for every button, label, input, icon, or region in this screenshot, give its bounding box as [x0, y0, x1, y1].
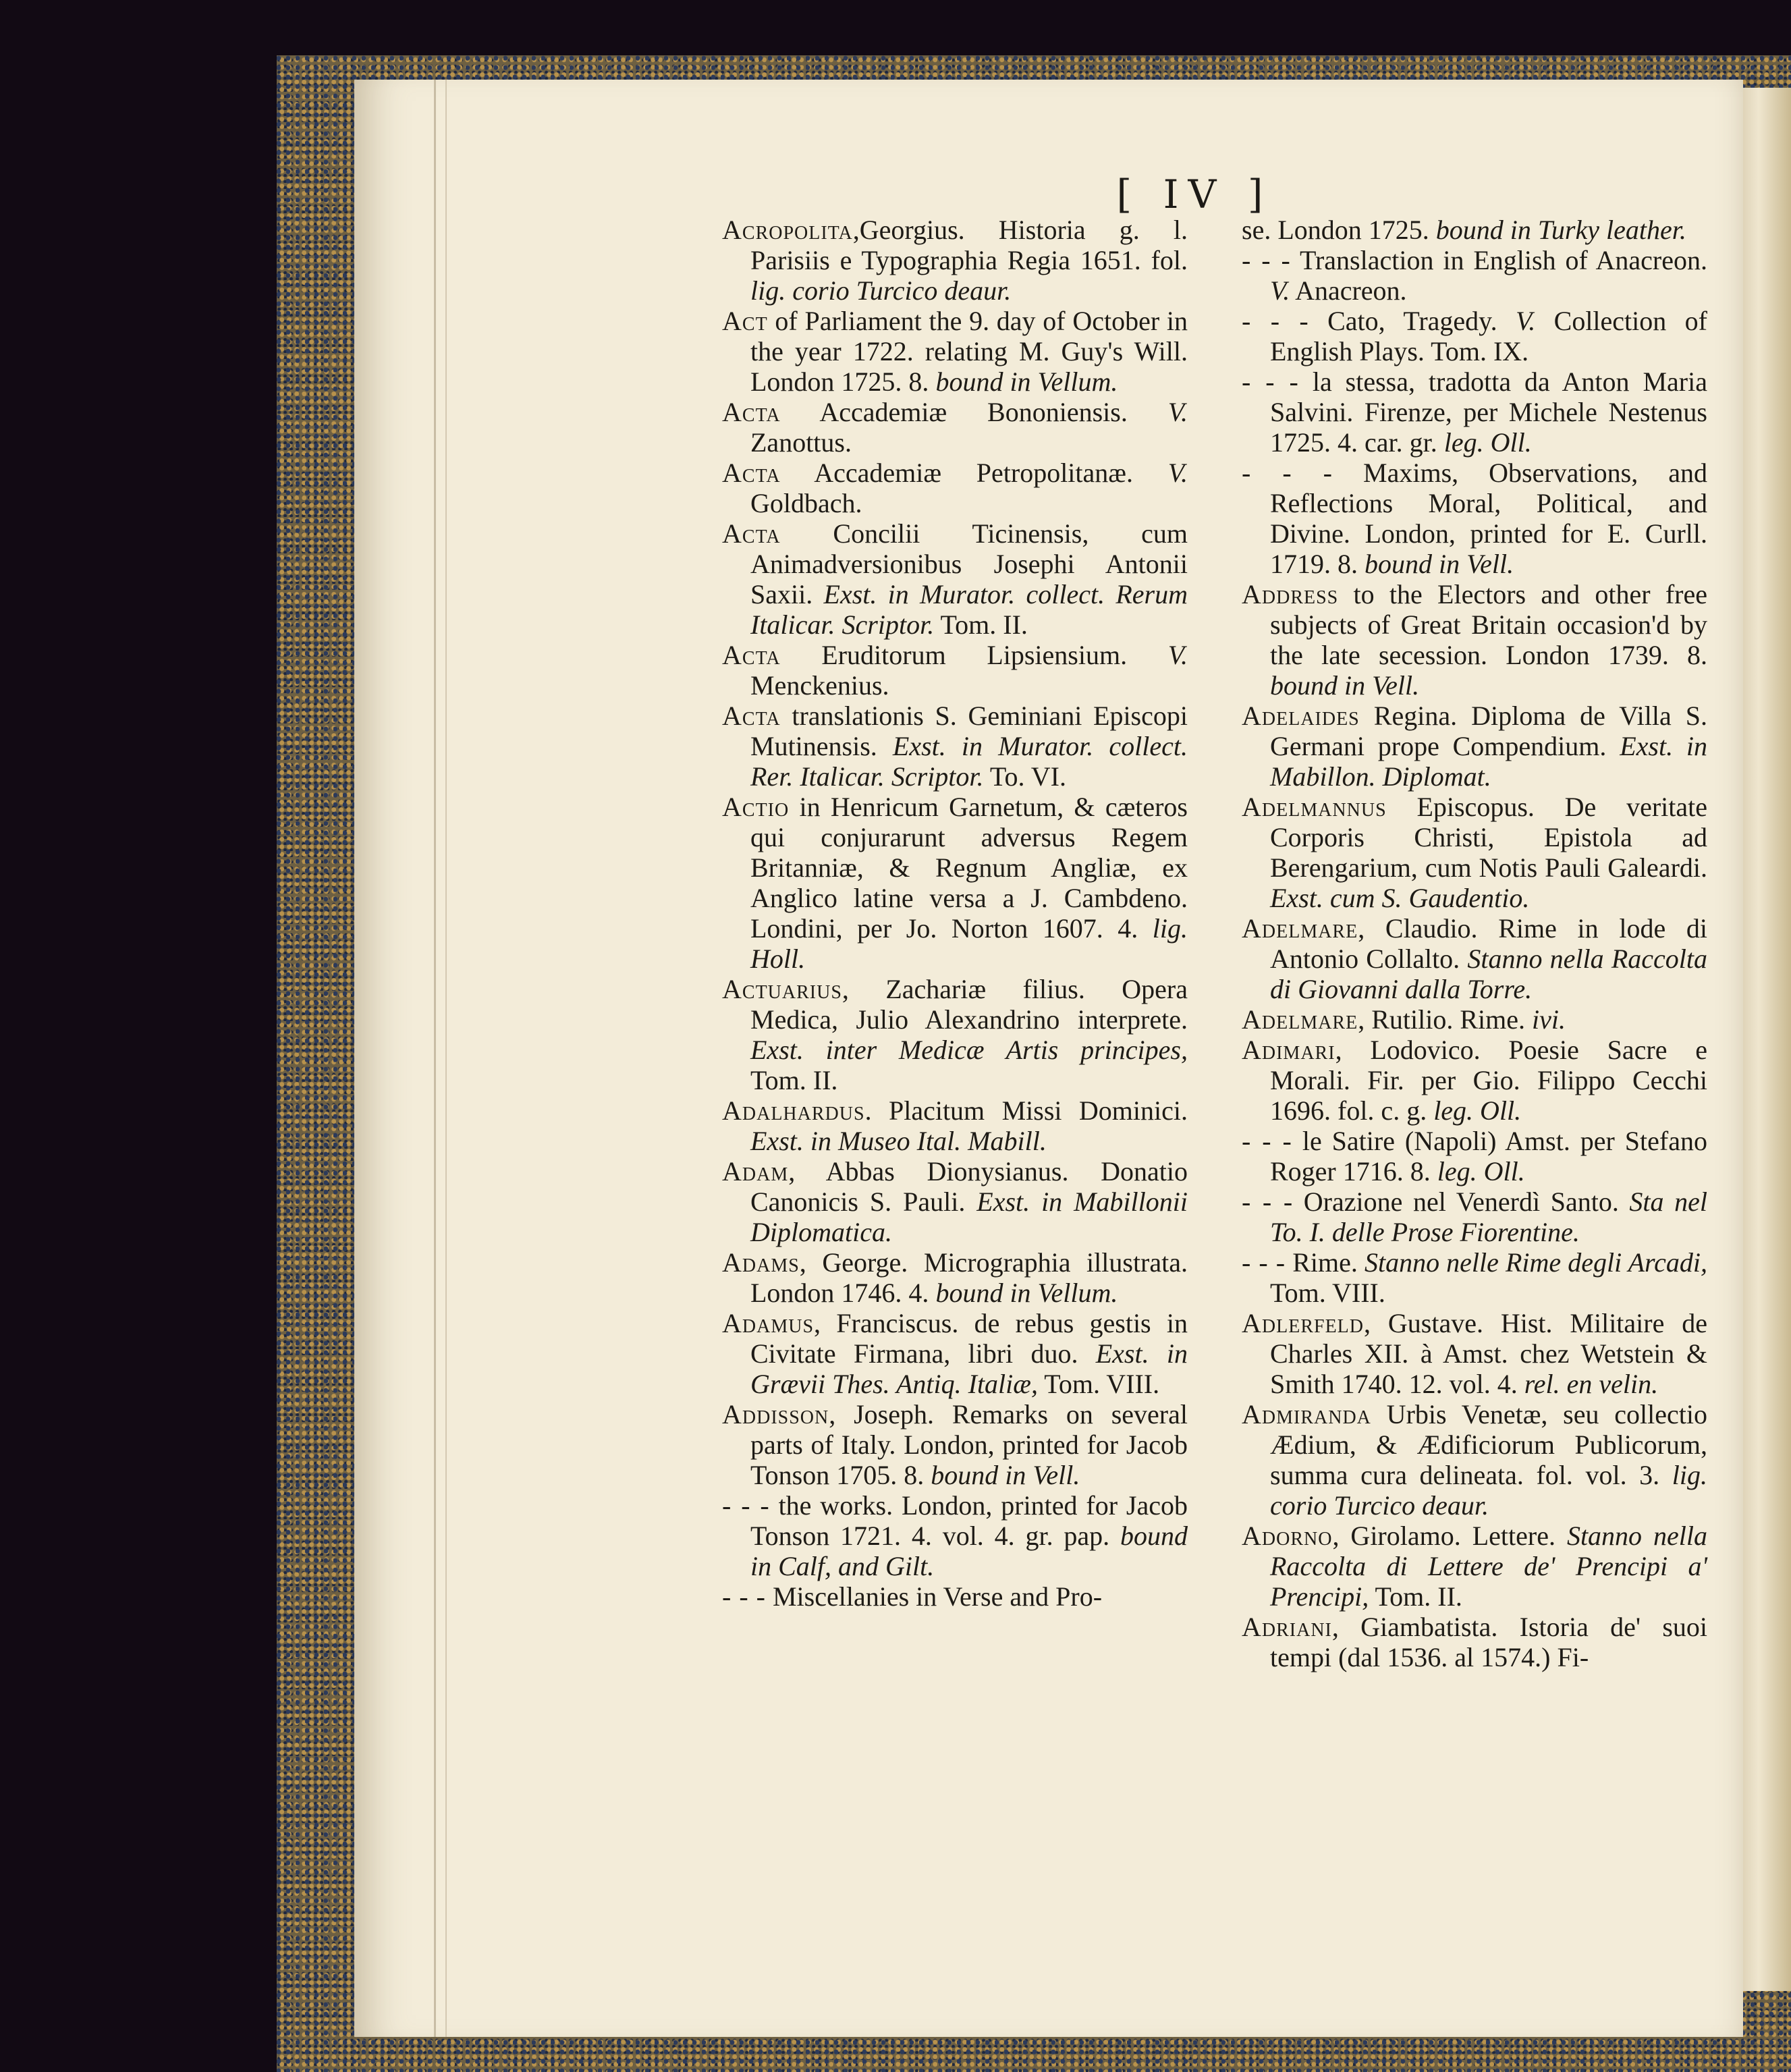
entry-note: Stanno nella Raccolta di Lettere de' Prencipi a' Prencipi, — [1270, 1521, 1708, 1612]
entry-tail: Menckenius. — [750, 670, 889, 701]
entry-text: , Claudio. Rime in lode di Antonio Collalto. — [1270, 913, 1707, 974]
entry-heading: Adams — [722, 1247, 800, 1278]
entry-heading: Adriani — [1242, 1612, 1332, 1642]
entry-text: se. London 1725. — [1242, 215, 1436, 245]
entry-heading: - - - — [722, 1581, 766, 1612]
catalog-entry — [722, 1581, 1188, 1612]
entry-text: . Placitum Missi Dominici. — [864, 1095, 1188, 1126]
entry-note: Exst. in Mabillon. Diplomat. — [1270, 731, 1707, 792]
entry-heading: Adelmannus — [1242, 792, 1387, 822]
entry-note: V. — [1167, 640, 1188, 670]
entry-text: , Abbas Dionysianus. Donatio Canonicis S. Pauli. — [750, 1156, 1188, 1217]
entry-heading: Acta — [722, 518, 781, 549]
catalog-entry — [722, 397, 1188, 458]
entry-heading: Adalhardus — [722, 1095, 865, 1126]
entry-text: of Parliament the 9. day of October in the year 1722. relating M. Guy's Will. London 1725. 8. — [750, 306, 1188, 397]
entry-heading: Acta — [722, 701, 781, 731]
entry-text: , Zachariæ filius. Opera Medica, Julio Alexandrino interprete. — [750, 974, 1188, 1035]
catalog-entry — [722, 518, 1188, 640]
entry-text: la stessa, tradotta da Anton Maria Salvini. Firenze, per Michele Nestenus 1725. 4. car. gr. — [1270, 366, 1707, 458]
entry-heading: Addisson — [722, 1399, 829, 1429]
entry-note: leg. Oll. — [1443, 427, 1532, 458]
entry-text: translationis S. Geminiani Episcopi Mutinensis. — [750, 701, 1188, 761]
entry-heading: Address — [1242, 579, 1339, 609]
catalog-entry — [722, 1095, 1188, 1156]
entry-tail: Tom. II. — [750, 1065, 838, 1095]
entry-text: , Lodovico. Poesie Sacre e Morali. Fir. per Gio. Filippo Cecchi 1696. fol. c. g. — [1270, 1035, 1707, 1126]
entry-heading: - - - — [1242, 245, 1291, 275]
entry-text: Eruditorum Lipsiensium. — [780, 640, 1168, 670]
page-edges — [1737, 88, 1791, 1991]
entry-heading: - - - — [1242, 458, 1333, 488]
entry-heading: - - - — [1242, 1126, 1292, 1156]
entry-note: Exst. in Grævii Thes. Antiq. Italiæ, — [750, 1338, 1188, 1399]
entry-note: Exst. cum S. Gaudentio. — [1270, 883, 1530, 913]
catalog-entry — [1242, 1308, 1707, 1399]
catalog-entry — [722, 1399, 1188, 1490]
catalog-entry — [1242, 913, 1707, 1004]
entry-note: bound in Vell. — [1365, 549, 1514, 579]
entry-text: Concilii Ticinensis, cum Animadversionibus Josephi Antonii Saxii. — [750, 518, 1188, 609]
entry-text: Episcopus. De veritate Corporis Christi, Epistola ad Berengarium, cum Notis Pauli Galeardi. — [1270, 792, 1707, 883]
catalog-entry — [1242, 366, 1707, 458]
catalog-entry — [722, 306, 1188, 397]
catalog-entry — [1242, 1247, 1707, 1308]
entry-tail: Collection of English Plays. Tom. IX. — [1270, 306, 1707, 366]
entry-text: , Franciscus. de rebus gestis in Civitate Firmana, libri duo. — [750, 1308, 1188, 1369]
catalog-entry — [1242, 245, 1707, 306]
entry-note: Exst. inter Medicæ Artis principes, — [750, 1035, 1188, 1065]
entry-tail: Anacreon. — [1290, 275, 1407, 306]
left-column — [722, 215, 1188, 1612]
catalog-entry — [722, 1308, 1188, 1399]
catalog-entry — [1242, 1399, 1707, 1521]
entry-heading: Actuarius — [722, 974, 842, 1004]
entry-text: , Rutilio. Rime. — [1358, 1004, 1533, 1035]
entry-heading: - - - — [1242, 1247, 1286, 1278]
entry-heading: - - - — [1242, 1187, 1294, 1217]
entry-text: Miscellanies in Verse and Pro- — [765, 1581, 1103, 1612]
catalog-entry — [722, 1247, 1188, 1308]
entry-text: Urbis Venetæ, seu collectio Ædium, & Ædificiorum Publicorum, summa cura delineata. fol. vol. 3. — [1270, 1399, 1707, 1490]
entry-heading: - - - — [1242, 366, 1299, 397]
entry-text: the works. London, printed for Jacob Tonson 1721. 4. vol. 4. gr. pap. — [750, 1490, 1188, 1551]
entry-text: le Satire (Napoli) Amst. per Stefano Roger 1716. 8. — [1270, 1126, 1707, 1187]
entry-text: ,Georgius. Historia g. l. Parisiis e Typographia Regia 1651. fol. — [750, 215, 1188, 275]
entry-heading: Acropolita — [722, 215, 853, 245]
entry-heading: Adelmare — [1242, 1004, 1358, 1035]
entry-note: Exst. in Murator. collect. Rerum Italicar. Scriptor. — [750, 579, 1188, 640]
entry-note: Exst. in Murator. collect. Rer. Italicar. Scriptor. — [750, 731, 1188, 792]
entry-text: , Giambatista. Istoria de' suoi tempi (dal 1536. al 1574.) Fi- — [1270, 1612, 1707, 1672]
entry-note: leg. Oll. — [1433, 1095, 1522, 1126]
catalog-entry — [1242, 1004, 1707, 1035]
entry-tail: Tom. II. — [934, 609, 1028, 640]
entry-text: to the Electors and other free subjects of Great Britain occasion'd by the late secession. London 1739. 8. — [1270, 579, 1707, 670]
entry-heading: Admiranda — [1242, 1399, 1371, 1429]
entry-note: Exst. in Mabillonii Diplomatica. — [750, 1187, 1188, 1247]
catalog-entry — [1242, 1187, 1707, 1247]
entry-note: Stanno nella Raccolta di Giovanni dalla Torre. — [1270, 944, 1708, 1004]
entry-text: Maxims, Observations, and Reflections Moral, Political, and Divine. London, printed for E. Curll. 1719. 8. — [1270, 458, 1707, 579]
entry-tail: Zanottus. — [750, 427, 852, 458]
entry-note: lig. corio Turcico deaur. — [750, 275, 1012, 306]
entry-tail: To. VI. — [983, 761, 1066, 792]
entry-heading: Adimari — [1242, 1035, 1335, 1065]
entry-text: , Gustave. Hist. Militaire de Charles XII. à Amst. chez Wetstein & Smith 1740. 12. vol. 4. — [1270, 1308, 1707, 1399]
catalog-entry — [722, 701, 1188, 792]
entry-note: Sta nel To. I. delle Prose Fiorentine. — [1270, 1187, 1708, 1247]
entry-text: Accademiæ Petropolitanæ. — [780, 458, 1168, 488]
entry-note: rel. en velin. — [1524, 1369, 1659, 1399]
entry-text: , Girolamo. Lettere. — [1332, 1521, 1567, 1551]
entry-text: in Henricum Garnetum, & cæteros qui conjurarunt adversus Regem Britanniæ, & Regnum Angliæ, ex Anglico latine versa a J. Cambdeno. Londini, per Jo. Norton 1607. 4. — [750, 792, 1188, 944]
catalog-entry — [722, 215, 1188, 306]
entry-text: , Joseph. Remarks on several parts of Italy. London, printed for Jacob Tonson 1705. 8. — [750, 1399, 1188, 1490]
catalog-entry — [1242, 1035, 1707, 1126]
entry-heading: - - - — [722, 1490, 770, 1521]
entry-note: ivi. — [1532, 1004, 1566, 1035]
entry-heading: Adelaides — [1242, 701, 1360, 731]
entry-text: Translaction in English of Anacreon. — [1290, 245, 1707, 275]
catalog-entry — [722, 458, 1188, 518]
entry-note: lig. Holl. — [750, 913, 1188, 974]
entry-heading: Act — [722, 306, 768, 336]
catalog-entry — [1242, 1521, 1707, 1612]
entry-heading: Acta — [722, 640, 781, 670]
catalog-entry — [1242, 579, 1707, 701]
entry-note: bound in Vell. — [1270, 670, 1420, 701]
catalog-entry — [1242, 306, 1707, 366]
entry-note: bound in Vellum. — [935, 366, 1118, 397]
entry-heading: Adorno — [1242, 1521, 1333, 1551]
entry-tail: Tom. II. — [1369, 1581, 1462, 1612]
entry-text: Regina. Diploma de Villa S. Germani prope Compendium. — [1270, 701, 1707, 761]
entry-tail: Tom. VIII. — [1270, 1278, 1385, 1308]
entry-heading: Acta — [722, 397, 781, 427]
entry-heading: Adamus — [722, 1308, 815, 1338]
entry-note: bound in Vell. — [931, 1460, 1080, 1490]
catalog-entry — [1242, 1126, 1707, 1187]
entry-heading: - - - — [1242, 306, 1309, 336]
entry-text: Accademiæ Bononiensis. — [780, 397, 1168, 427]
catalog-entry — [1242, 215, 1707, 245]
catalog-entry — [722, 640, 1188, 701]
catalog-entry — [722, 974, 1188, 1095]
entry-note: V. — [1167, 397, 1188, 427]
entry-note: bound in Turky leather. — [1435, 215, 1686, 245]
catalog-entry — [1242, 701, 1707, 792]
page-number: [ IV ] — [1116, 171, 1273, 217]
entry-heading: Adlerfeld — [1242, 1308, 1364, 1338]
entry-note: V. — [1515, 306, 1536, 336]
entry-heading: Adam — [722, 1156, 789, 1187]
catalog-entry — [722, 1156, 1188, 1247]
entry-note: lig. corio Turcico deaur. — [1270, 1460, 1707, 1521]
entry-note: bound in Calf, and Gilt. — [750, 1521, 1188, 1581]
entry-note: leg. Oll. — [1437, 1156, 1525, 1187]
catalog-entry — [722, 1490, 1188, 1581]
entry-note: bound in Vellum. — [935, 1278, 1118, 1308]
entry-tail: Goldbach. — [750, 488, 862, 518]
entry-heading: Adelmare — [1242, 913, 1358, 944]
gutter-rule — [434, 80, 436, 2037]
entry-heading: Actio — [722, 792, 790, 822]
entry-note: V. — [1270, 275, 1290, 306]
entry-note: Exst. in Museo Ital. Mabill. — [750, 1126, 1047, 1156]
entry-text: Cato, Tragedy. — [1308, 306, 1516, 336]
entry-text: Rime. — [1286, 1247, 1365, 1278]
catalog-entry — [1242, 1612, 1707, 1672]
entry-note: V. — [1167, 458, 1188, 488]
catalog-entry — [1242, 458, 1707, 579]
entry-tail: Tom. VIII. — [1037, 1369, 1160, 1399]
entry-text: , George. Micrographia illustrata. London 1746. 4. — [750, 1247, 1188, 1308]
entry-note: Stanno nelle Rime degli Arcadi, — [1364, 1247, 1707, 1278]
entry-text: Orazione nel Venerdì Santo. — [1293, 1187, 1630, 1217]
catalog-entry — [722, 792, 1188, 974]
entry-heading: Acta — [722, 458, 781, 488]
catalog-entry — [1242, 792, 1707, 913]
right-column — [1242, 215, 1707, 1672]
gutter-rule — [445, 80, 447, 2037]
